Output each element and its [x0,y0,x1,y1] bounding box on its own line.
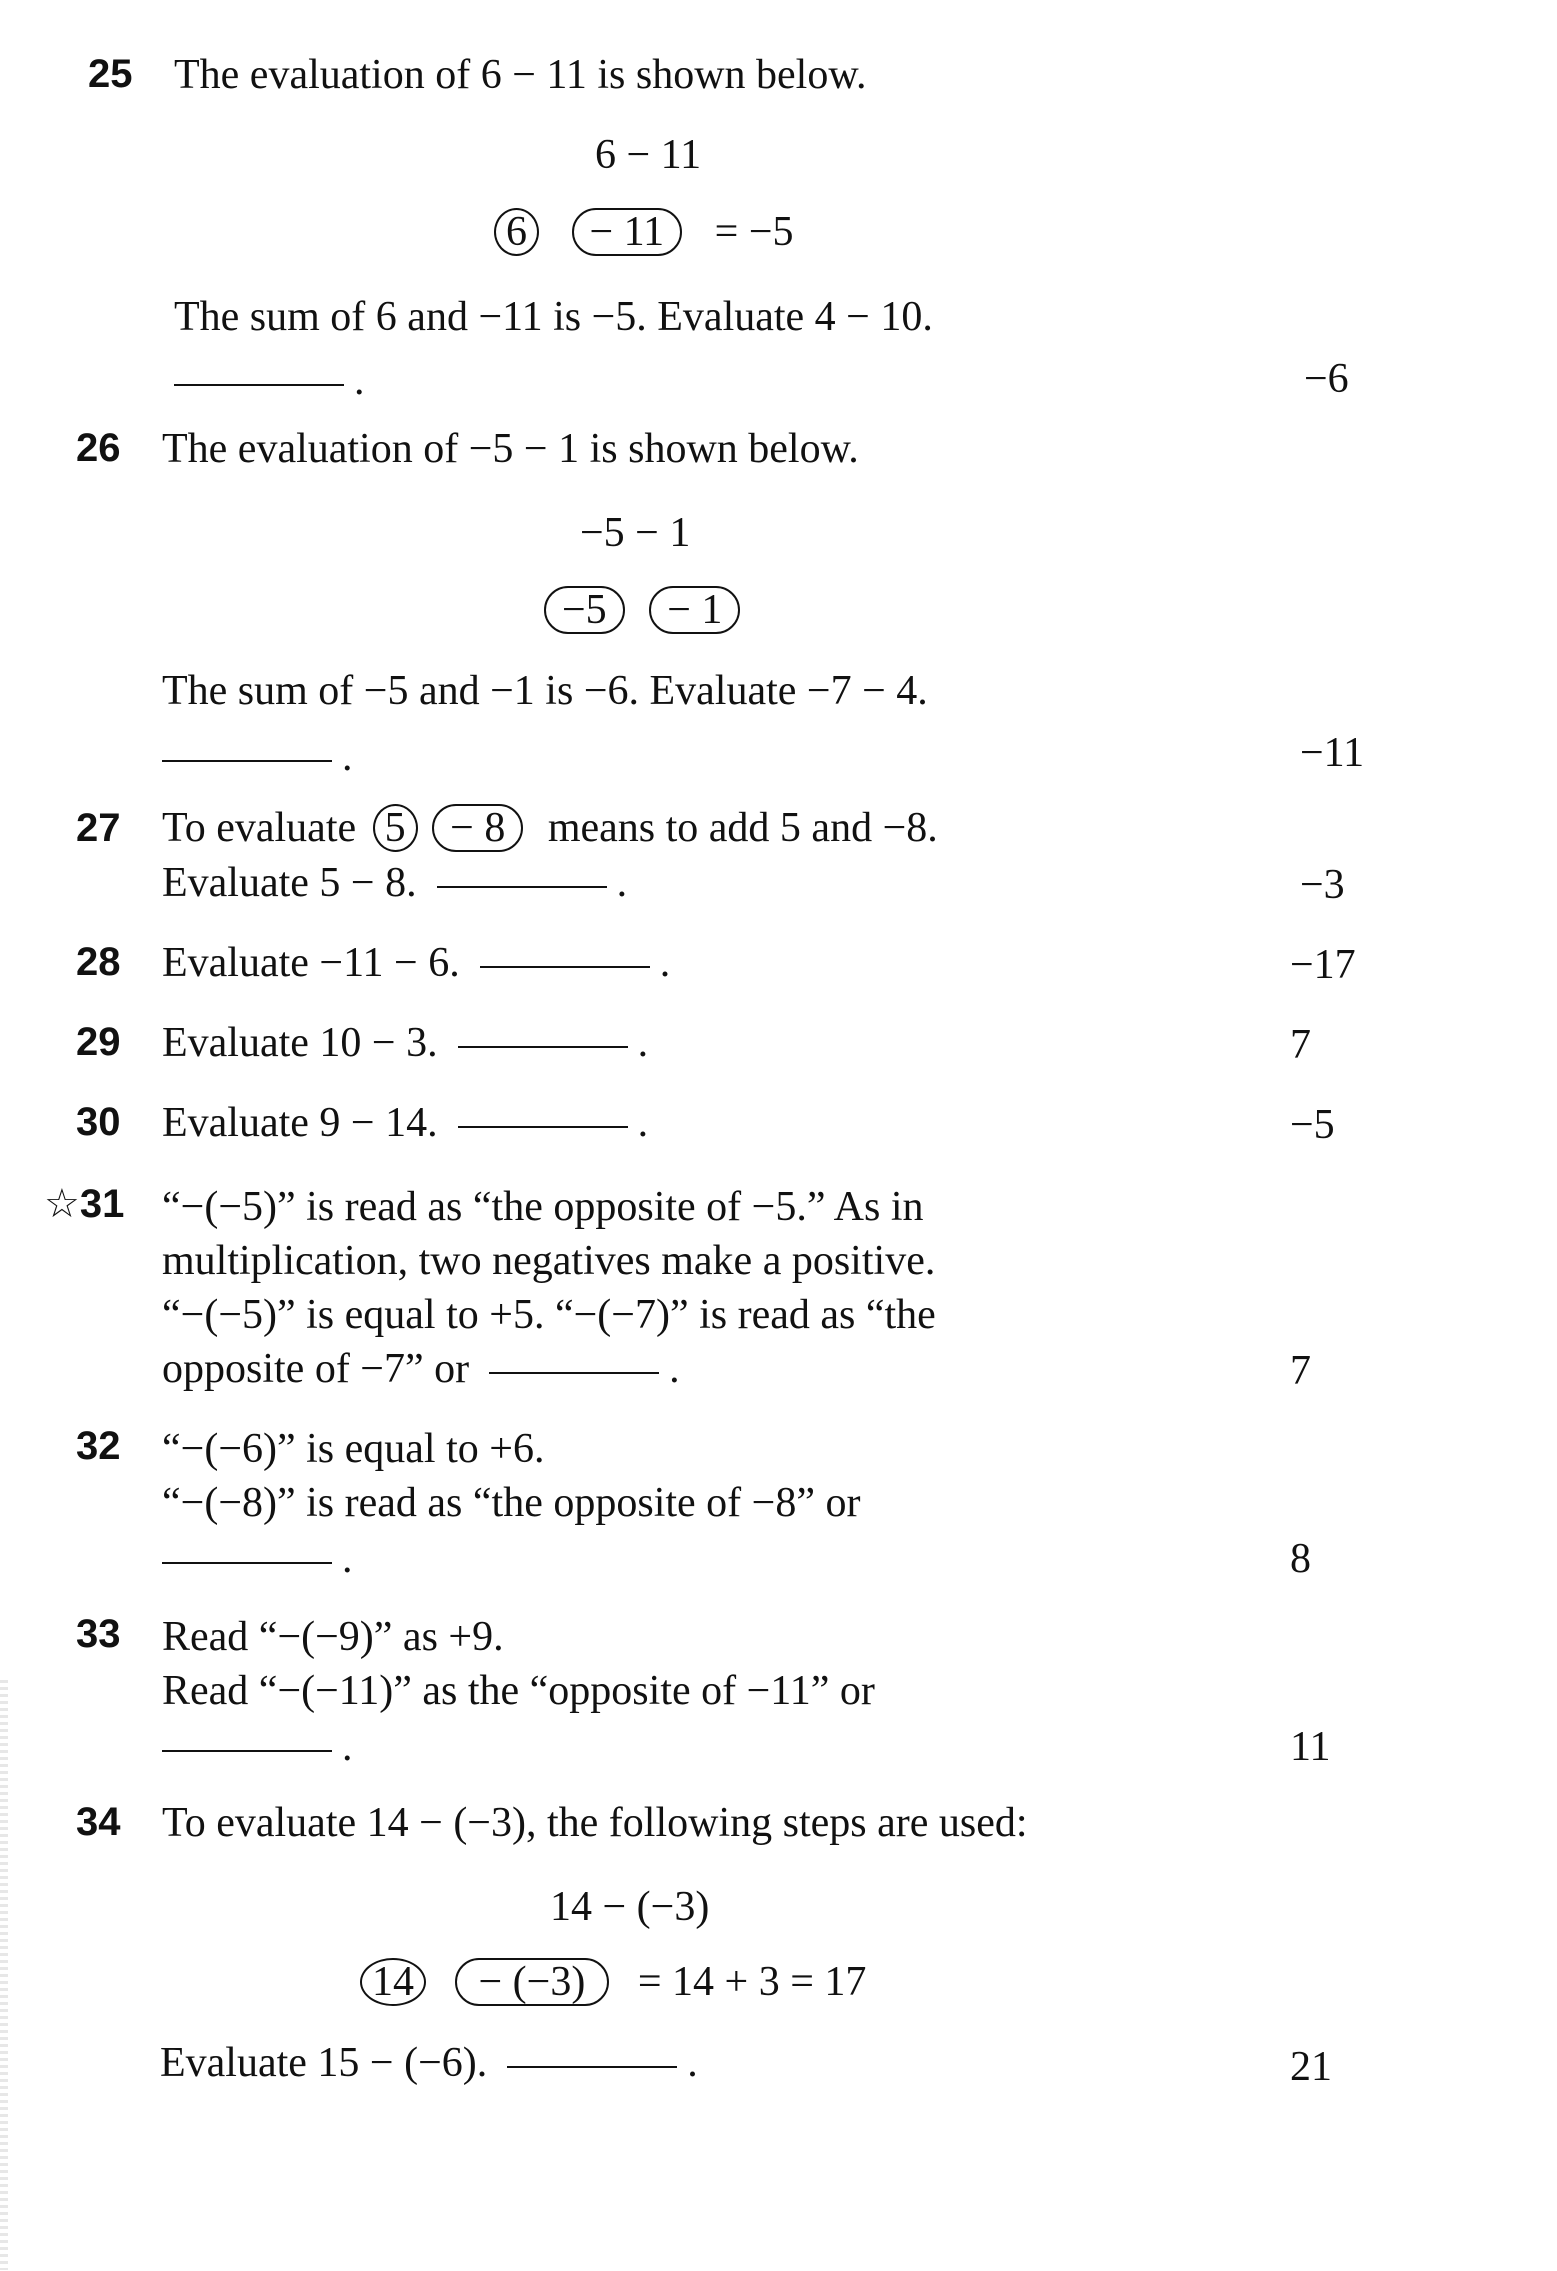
answer: −6 [1304,356,1349,402]
problem-text: opposite of −7” or [162,1346,470,1392]
answer-line: . [152,1726,353,1768]
problem-line: Evaluate 5 − 8. . [162,860,628,906]
problem-number: ☆31 [44,1182,125,1226]
scan-edge-shadow [0,1680,8,2270]
answer-blank [174,382,344,386]
expression: −5 − 1 [580,510,691,556]
answer-blank [437,884,607,888]
problem-text: “−(−6)” is equal to +6. [162,1426,545,1472]
problem-number: 34 [76,1800,121,1844]
answer: −11 [1300,730,1365,776]
problem-number: 33 [76,1612,121,1656]
problem-text: Evaluate 10 − 3. [162,1020,438,1066]
answer-blank [162,1748,332,1752]
expression: 14 − (−3) [550,1884,710,1930]
result: = −5 [714,209,794,255]
circled-term: − 1 [649,586,740,634]
answer: 7 [1290,1022,1311,1068]
problem-text: means to add 5 and −8. [547,805,938,851]
problem-line: Evaluate 15 − (−6). . [160,2040,698,2086]
problem-line [162,804,938,852]
answer-blank [480,964,650,968]
circled-expression [494,208,794,256]
problem-number: 29 [76,1020,121,1064]
problem-text: “−(−5)” is equal to +5. “−(−7)” is read as “the [162,1292,936,1338]
answer: 8 [1290,1536,1311,1582]
answer-blank [458,1044,628,1048]
problem-intro: To evaluate 14 − (−3), the following steps are used: [162,1800,1028,1846]
answer: 7 [1290,1348,1311,1394]
problem-intro: The evaluation of 6 − 11 is shown below. [174,52,867,98]
answer-blank [507,2064,677,2068]
circled-expression [544,586,740,634]
problem-text: The sum of 6 and −11 is −5. Evaluate 4 − 10. [174,294,933,340]
circled-term: − 11 [572,208,683,256]
problem-number: 25 [88,52,133,96]
circled-term: −5 [544,586,625,634]
circled-term: 14 [360,1958,426,2006]
problem-text: Read “−(−11)” as the “opposite of −11” or [162,1668,875,1714]
answer: 11 [1290,1724,1331,1770]
problem-line: Evaluate 9 − 14. . [162,1100,649,1146]
problem-text: “−(−5)” is read as “the opposite of −5.” As in [162,1184,924,1230]
problem-text: Evaluate −11 − 6. [162,940,460,986]
answer-blank [162,758,332,762]
circled-term: 5 [373,804,418,852]
problem-number: 30 [76,1100,121,1144]
problem-text: “−(−8)” is read as “the opposite of −8” or [162,1480,861,1526]
circled-expression [360,1958,866,2006]
answer: −5 [1290,1102,1335,1148]
result: = 14 + 3 = 17 [637,1959,867,2005]
problem-number: 27 [76,806,121,850]
problem-text: multiplication, two negatives make a positive. [162,1238,936,1284]
circled-term: − 8 [432,804,523,852]
problem-line: opposite of −7” or . [162,1346,680,1392]
problem-text: Read “−(−9)” as +9. [162,1614,504,1660]
answer-line: . [152,1538,353,1580]
answer: 21 [1290,2044,1332,2090]
problem-text: Evaluate 15 − (−6). [160,2040,488,2086]
answer-line: . [152,736,353,778]
problem-text: The sum of −5 and −1 is −6. Evaluate −7 − 4. [162,668,928,714]
answer-line: . [164,360,365,402]
problem-text: Evaluate 5 − 8. [162,860,417,906]
problem-text: Evaluate 9 − 14. [162,1100,438,1146]
circled-term: − (−3) [455,1958,610,2006]
answer-blank [162,1560,332,1564]
answer: −17 [1290,942,1356,988]
problem-text: To evaluate [162,805,357,851]
circled-term: 6 [494,208,539,256]
problem-number: 26 [76,426,121,470]
answer-blank [489,1370,659,1374]
answer: −3 [1300,862,1345,908]
problem-line: Evaluate −11 − 6. . [162,940,671,986]
problem-line: Evaluate 10 − 3. . [162,1020,649,1066]
problem-number: 32 [76,1424,121,1468]
problem-intro: The evaluation of −5 − 1 is shown below. [162,426,859,472]
problem-number: 28 [76,940,121,984]
answer-blank [458,1124,628,1128]
expression: 6 − 11 [595,132,702,178]
